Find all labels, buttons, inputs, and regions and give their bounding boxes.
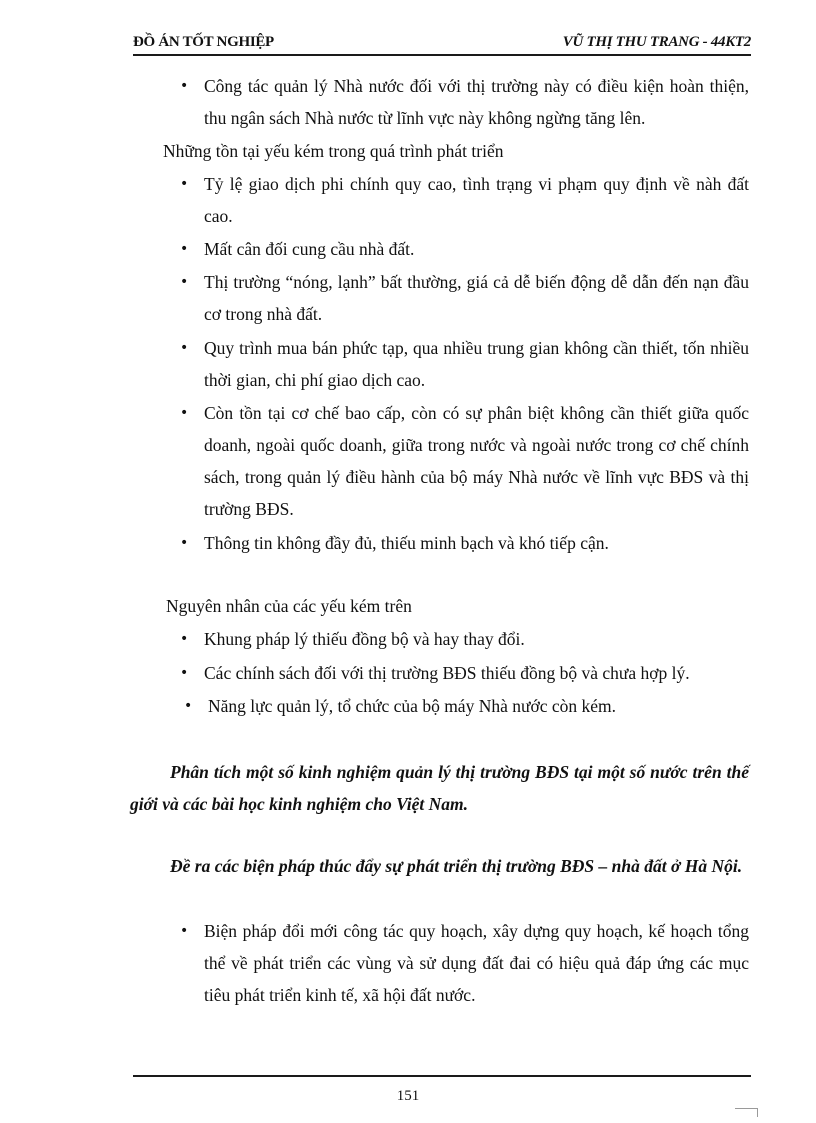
- list-item: • Thông tin không đầy đủ, thiếu minh bạch và khó tiếp cận.: [204, 527, 749, 559]
- footer-divider: [133, 1075, 751, 1077]
- list-item: • Quy trình mua bán phức tạp, qua nhiều trung gian không cần thiết, tốn nhiều thời gian, chi phí giao dịch cao.: [204, 332, 749, 396]
- list-item: • Mất cân đối cung cầu nhà đất.: [204, 233, 749, 265]
- page-number: 151: [396, 1088, 420, 1104]
- list-item: • Các chính sách đối với thị trường BĐS thiếu đồng bộ và chưa hợp lý.: [204, 657, 749, 689]
- section-title: Nguyên nhân của các yếu kém trên: [166, 596, 412, 616]
- list-item: • Thị trường “nóng, lạnh” bất thường, giá cả dễ biến động dễ dẫn đến nạn đầu cơ trong nhà đất.: [204, 266, 749, 330]
- list-item: • Năng lực quản lý, tổ chức của bộ máy Nhà nước còn kém.: [208, 690, 749, 722]
- section-heading: Đề ra các biện pháp thúc đẩy sự phát triển thị trường BĐS – nhà đất ở Hà Nội.: [170, 856, 743, 876]
- list-item: • Khung pháp lý thiếu đồng bộ và hay thay đổi.: [204, 623, 749, 655]
- page-header: [133, 32, 751, 56]
- corner-mark: [735, 1108, 758, 1117]
- section-title: Những tồn tại yếu kém trong quá trình phát triển: [163, 141, 504, 161]
- list-item: • Công tác quản lý Nhà nước đối với thị trường này có điều kiện hoàn thiện, thu ngân sách Nhà nước từ lĩnh vực này không ngừng tăng lên.: [204, 70, 749, 134]
- header-title: ĐỒ ÁN TỐT NGHIỆP: [133, 34, 274, 50]
- section-heading: Phân tích một số kinh nghiệm quản lý thị trường BĐS tại một số nước trên thế giới và các bài học kinh nghiệm cho Việt Nam.: [130, 762, 749, 814]
- list-item: • Tỷ lệ giao dịch phi chính quy cao, tình trạng vi phạm quy định về nàh đất cao.: [204, 168, 749, 232]
- list-item: • Còn tồn tại cơ chế bao cấp, còn có sự phân biệt không cần thiết giữa quốc doanh, ngoài quốc doanh, giữa trong nước và ngoài nước trong cơ chế chính sách, trong quản lý điều hành của bộ máy Nhà nước về lĩnh vực BĐS và thị trường BĐS.: [204, 397, 749, 525]
- header-author: VŨ THỊ THU TRANG - 44KT2: [562, 34, 751, 50]
- list-item: • Biện pháp đổi mới công tác quy hoạch, xây dựng quy hoạch, kế hoạch tổng thể về phát triển các vùng và sử dụng đất đai có hiệu quả đáp ứng các mục tiêu phát triển kinh tế, xã hội đất nước.: [204, 915, 749, 1011]
